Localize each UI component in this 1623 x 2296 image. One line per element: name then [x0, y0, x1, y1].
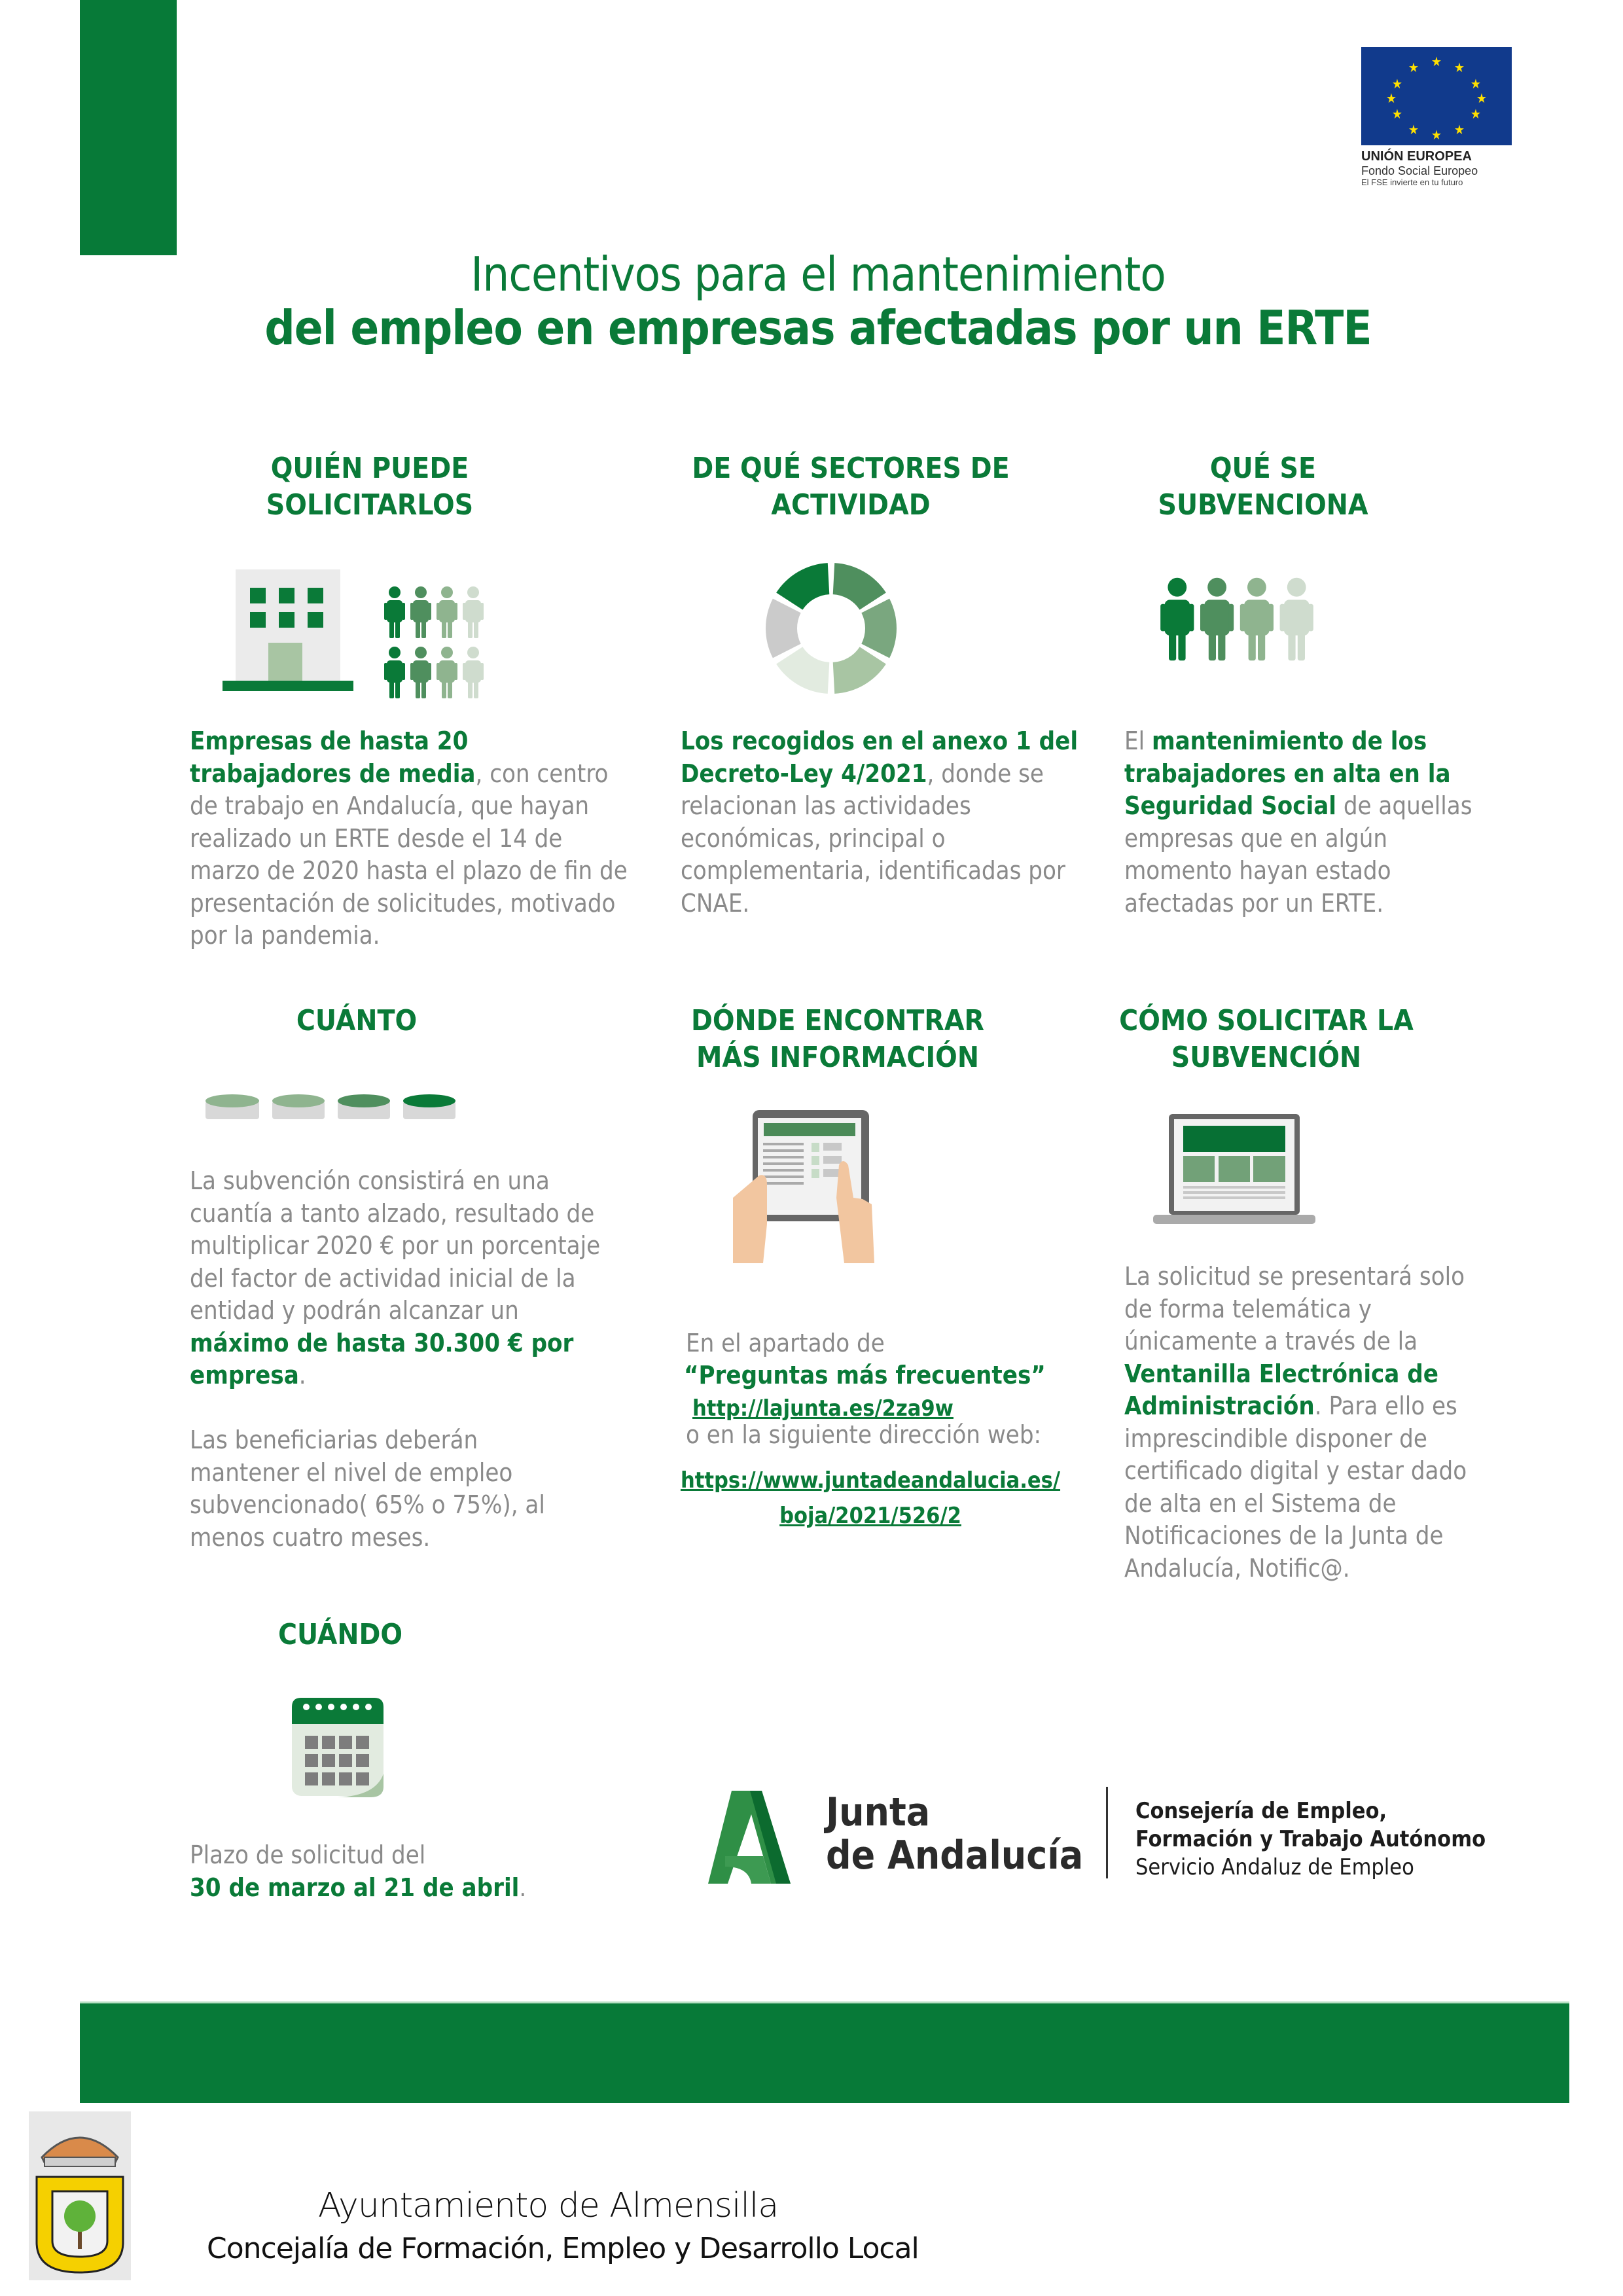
cuando-highlight: 30 de marzo al 21 de abril [190, 1873, 520, 1902]
donut-sectors-icon [759, 556, 903, 700]
que-pre: El [1124, 726, 1152, 755]
footer-department: Concejalía de Formación, Empleo y Desarrollo Local [207, 2232, 919, 2265]
dept-line-2: Formación y Trabajo Autónomo [1135, 1826, 1486, 1852]
section-heading-sectores: DE QUÉ SECTORES DE ACTIVIDAD [692, 452, 1010, 522]
section-heading-como: CÓMO SOLICITAR LA SUBVENCIÓN [1119, 1004, 1414, 1074]
eu-flag-icon: ★ ★ ★ ★ ★ ★ ★ ★ ★ ★ ★ ★ [1361, 47, 1512, 145]
junta-name-2: de Andalucía [826, 1833, 1084, 1878]
donut-segment [776, 647, 829, 694]
section-text-cuanto-2: Las beneficiarias deberán mantener el nivel de empleo subvencionado( 65% o 75%), al menos cuatro meses. [190, 1426, 545, 1552]
section-heading-quien: QUIÉN PUEDE SOLICITARLOS [266, 452, 474, 522]
donut-segment [833, 563, 886, 610]
boja-link-wrap [661, 1465, 1080, 1535]
section-text-que [1124, 725, 1491, 920]
cuanto-body: La subvención consistirá en una cuantía a tanto alzado, resultado de multiplicar 2020 € por un porcentaje del factor de actividad inicial de la entidad y podrán alcanzar un [190, 1166, 601, 1325]
quien-highlight: Empresas de hasta 20 trabajadores de media [190, 726, 476, 788]
section-heading-que: QUÉ SE SUBVENCIONA [1158, 452, 1368, 522]
coins-icon [203, 1092, 478, 1134]
bottom-green-band [80, 2001, 1569, 2103]
donde-text-2: o en la siguiente dirección web: [686, 1420, 1042, 1449]
almensilla-crest-icon [29, 2111, 131, 2280]
como-body: La solicitud se presentará solo de forma telemática y únicamente a través de la [1124, 1262, 1465, 1355]
section-heading-cuando: CUÁNDO [277, 1618, 403, 1651]
cuando-dates [190, 1872, 582, 1905]
cuanto-highlight: máximo de hasta 30.300 € por empresa [190, 1328, 574, 1390]
dept-line-1: Consejería de Empleo, [1135, 1798, 1387, 1824]
cuanto-end: . [298, 1361, 306, 1390]
workers-icon [1158, 575, 1335, 666]
donut-segment [833, 647, 886, 694]
junta-department [1135, 1797, 1486, 1882]
eu-motto: El FSE invierte en tu futuro [1361, 177, 1463, 187]
page-title [196, 247, 1440, 355]
eu-fund-label: Fondo Social Europeo [1361, 164, 1478, 177]
workers-group-icon [383, 586, 494, 700]
cuando-intro: Plazo de solicitud del [190, 1840, 426, 1869]
donut-segment [861, 599, 897, 658]
quien-body: , con centro de trabajo en Andalucía, que hayan realizado un ERTE desde el 14 de marzo de 2020 hasta el plazo de fin de presentación de solicitudes, motivado por la pandemia. [190, 759, 628, 950]
tablet-hands-icon [720, 1100, 936, 1283]
section-text-quien [190, 725, 635, 952]
junta-name [826, 1791, 1083, 1877]
boja-link-line-2[interactable]: boja/2021/526/2 [779, 1503, 961, 1529]
section-text-como [1124, 1261, 1491, 1585]
junta-andalucia-logo-icon [705, 1788, 804, 1886]
eu-logo [1361, 47, 1512, 187]
como-highlight: Ventanilla Electrónica de Administración [1124, 1359, 1438, 1420]
section-heading-donde: DÓNDE ENCONTRAR MÁS INFORMACIÓN [691, 1004, 984, 1074]
faq-link[interactable]: http://lajunta.es/2za9w [692, 1395, 954, 1422]
laptop-icon [1152, 1110, 1322, 1228]
section-heading-cuanto: CUÁNTO [296, 1004, 418, 1037]
footer-municipality: Ayuntamiento de Almensilla [318, 2186, 779, 2225]
que-highlight: mantenimiento de los trabajadores en alta en la Seguridad Social [1124, 726, 1451, 820]
boja-link-line-1[interactable]: https://www.juntadeandalucia.es/ [680, 1467, 1061, 1494]
title-line-2: del empleo en empresas afectadas por un ERTE [264, 300, 1372, 355]
section-text-cuanto [190, 1165, 609, 1392]
junta-divider [1106, 1787, 1108, 1878]
donde-faq-label: “Preguntas más frecuentes” [684, 1361, 1046, 1390]
dept-line-3: Servicio Andaluz de Empleo [1135, 1854, 1414, 1880]
section-text-sectores [681, 725, 1099, 920]
sectores-body: , donde se relacionan las actividades económicas, principal o complementaria, identificadas por CNAE. [681, 759, 1065, 918]
como-body-2: . Para ello es imprescindible disponer de certificado digital y estar dado de alta en el Sistema de Notificaciones de la Junta de Andalucía, Notific@. [1124, 1391, 1467, 1583]
cuando-end: . [519, 1873, 527, 1902]
donut-segment [776, 563, 829, 610]
que-body: de aquellas empresas que en algún momento hayan estado afectadas por un ERTE. [1124, 791, 1472, 918]
donut-segment [766, 599, 801, 658]
donde-intro: En el apartado de [686, 1329, 885, 1357]
junta-name-1: Junta [826, 1789, 931, 1835]
top-green-bar [80, 0, 177, 255]
eu-label: UNIÓN EUROPEA [1361, 149, 1472, 164]
calendar-icon [292, 1695, 383, 1800]
title-line-1: Incentivos para el mantenimiento [471, 247, 1166, 302]
sectores-highlight: Los recogidos en el anexo 1 del Decreto-Ley 4/2021 [681, 726, 1079, 788]
